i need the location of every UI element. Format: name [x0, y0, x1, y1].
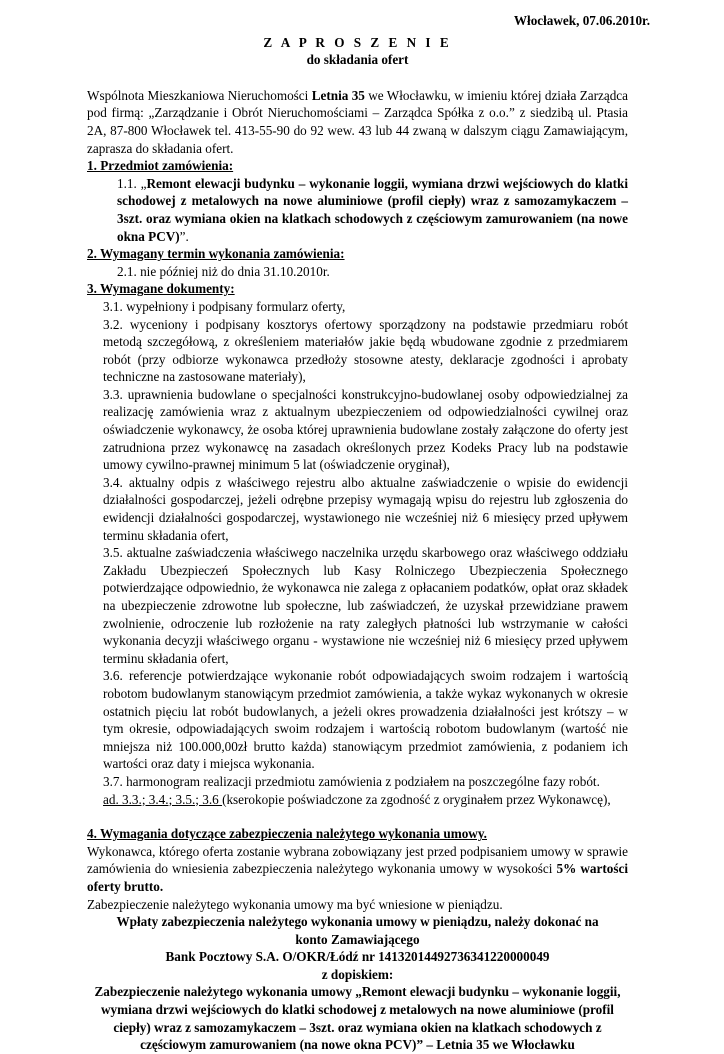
section-1-heading: 1. Przedmiot zamówienia:: [87, 158, 234, 174]
section-2-item: 2.1. nie później niż do dnia 31.10.2010r.: [117, 263, 330, 279]
document-page: [87, 12, 650, 1054]
section-4-paragraph-1: [87, 843, 628, 896]
section-2-heading: 2. Wymagany termin wykonania zamówienia:: [87, 246, 345, 262]
note-reference: ad. 3.3.; 3.4.; 3.5.; 3.6: [103, 791, 223, 807]
section-1-item: [87, 175, 628, 245]
annotation-label: z dopiskiem:: [321, 966, 394, 982]
item-3-7: 3.7. harmonogram realizacji przedmiotu zamówienia z podziałem na poszczególne fazy robót.: [103, 773, 600, 789]
item-3-3: 3.3. uprawnienia budowlane o specjalności konstrukcyjno-budowlanej osoby odpowiedzialnej za realizację zamówienia wraz z aktualnym ubezpieczeniem od odpowiedzialności cywilnej oraz oświadczenie wykonawcy, że osoba której uprawnienia budowlane zostały załączone do oferty jest zatrudniona przez wykonawcę na zasadach określonych przez Kodeks Pracy lub na podstawie umowy cywilno-prawnej minimum 5 lat (oświadczenie oryginał),: [103, 386, 628, 473]
item-1-1-subject: Remont elewacji budynku – wykonanie loggii, wymiana drzwi wejściowych do klatki schodowej z metalowych na nowe aluminiowe (profil ciepły) wraz z samozamykaczem – 3szt. oraz wymiana okien na klatkach schodowych z częściowym zamurowaniem (na nowe okna PCV): [117, 175, 628, 244]
intro-paragraph: [87, 87, 628, 157]
intro-address-bold: Letnia 35: [311, 87, 365, 103]
item-3-5: 3.5. aktualne zaświadczenia właściwego naczelnika urzędu skarbowego oraz właściwego oddziału Zakładu Ubezpieczeń Społecznych lub Kasy Rolniczego Ubezpieczenia Społecznego potwierdzające odpowiednio, że wykonawca nie zalega z opłacaniem podatków, opłat oraz składek na ubezpieczenie zdrowotne lub społeczne, lub zaświadczeń, że uzyskał przewidziane prawem zwolnienie, odroczenie lub rozłożenie na raty zaległych płatności lub wstrzymanie w całości wykonania decyzji właściwego organu - wystawione nie wcześniej niż 6 miesięcy przed upływem terminu składania ofert,: [103, 545, 628, 666]
date-line: Włocławek, 07.06.2010r.: [513, 13, 650, 28]
section-4-heading: 4. Wymagania dotyczące zabezpieczenia należytego wykonania umowy.: [87, 826, 487, 842]
spacer: [87, 808, 628, 825]
item-1-1-number: 1.1. „: [117, 175, 147, 191]
intro-text-1: Wspólnota Mieszkaniowa Nieruchomości: [87, 87, 312, 103]
security-text: Wykonawca, którego oferta zostanie wybrana zobowiązany jest przed podpisaniem umowy w sprawie zamówienia do wniesienia zabezpieczenia należytego wykonania umowy w wysokości: [87, 843, 628, 877]
annotation-text: Zabezpieczenie należytego wykonania umowy „Remont elewacji budynku – wykonanie loggii, wymiana drzwi wejściowych do klatki schodowej z metalowych na nowe aluminiowe (profil ciepły) wraz z samozamykaczem – 3szt. oraz wymiana okien na klatkach schodowych z częściowym zamurowaniem (na nowe okna PCV)” – Letnia 35 we Włocławku: [94, 984, 621, 1053]
intro-text-2: we Włocławku, w imieniu której działa Zarządca pod firmą: „Zarządzanie i Obrót Nieruchomościami – Zarządca Spółka z o.o.” z siedzibą ul. Ptasia 2A, 87-800 Włocławek tel. 413-55-90 do 92 wew. 43 lub 44 zwaną w dalszym ciągu Zamawiającym, zaprasza do składania ofert.: [87, 87, 628, 156]
payment-line-1: Wpłaty zabezpieczenia należytego wykonania umowy w pieniądzu, należy dokonać na: [116, 914, 599, 930]
section-3-heading: 3. Wymagane dokumenty:: [87, 281, 235, 297]
section-3-note: [87, 791, 628, 809]
item-3-4: 3.4. aktualny odpis z właściwego rejestru albo aktualne zaświadczenie o wpisie do ewidencji działalności gospodarczej, jeżeli odrębne przepisy wymagają wpisu do rejestru lub zgłoszenia do ewidencji działalności gospodarczej, wystawionego nie wcześniej niż 6 miesięcy przed upływem terminu składania ofert,: [103, 474, 628, 543]
section-4-paragraph-2: Zabezpieczenie należytego wykonania umowy ma być wniesione w pieniądzu.: [87, 896, 503, 912]
document-title: Z A P R O S Z E N I E: [263, 34, 452, 50]
item-3-2: 3.2. wyceniony i podpisany kosztorys ofertowy sporządzony na podstawie przedmiaru robót metodą szczegółową, z określeniem materiałów jakie będą wbudowane zgodnie z przedmiarem robót (przy odbiorze wykonawca przedłoży stosowne atesty, deklaracje zgodności i aprobaty techniczne na zastosowane materiały),: [103, 316, 628, 385]
item-1-1-end: ”.: [179, 228, 189, 244]
payment-line-2: konto Zamawiającego: [295, 931, 420, 947]
security-amount: 5% wartości oferty brutto.: [87, 861, 628, 894]
bank-account: Bank Pocztowy S.A. O/OKR/Łódź nr 14132014492736341220000049: [165, 949, 550, 965]
item-3-1: 3.1. wypełniony i podpisany formularz oferty,: [103, 298, 346, 314]
item-3-6: 3.6. referencje potwierdzające wykonanie robót odpowiadających swoim rodzajem i wartością robotom budowlanym stanowiącym przedmiot zamówienia, a także wykaz wykonanych w okresie ostatnich pięciu lat robót budowlanych, a jeżeli okres prowadzenia działalności jest krótszy – w tym okresie, odpowiadających swoim rodzajem i wartością robotom budowlanym (wartość nie mniejsza niż 100.000,00zł brutto każda) stanowiącym przedmiot zamówienia, z podaniem ich wartości oraz daty i miejsca wykonania.: [103, 668, 628, 772]
note-text: (kserokopie poświadczone za zgodność z oryginałem przez Wykonawcę),: [222, 791, 611, 807]
document-subtitle: do składania ofert: [306, 52, 409, 68]
